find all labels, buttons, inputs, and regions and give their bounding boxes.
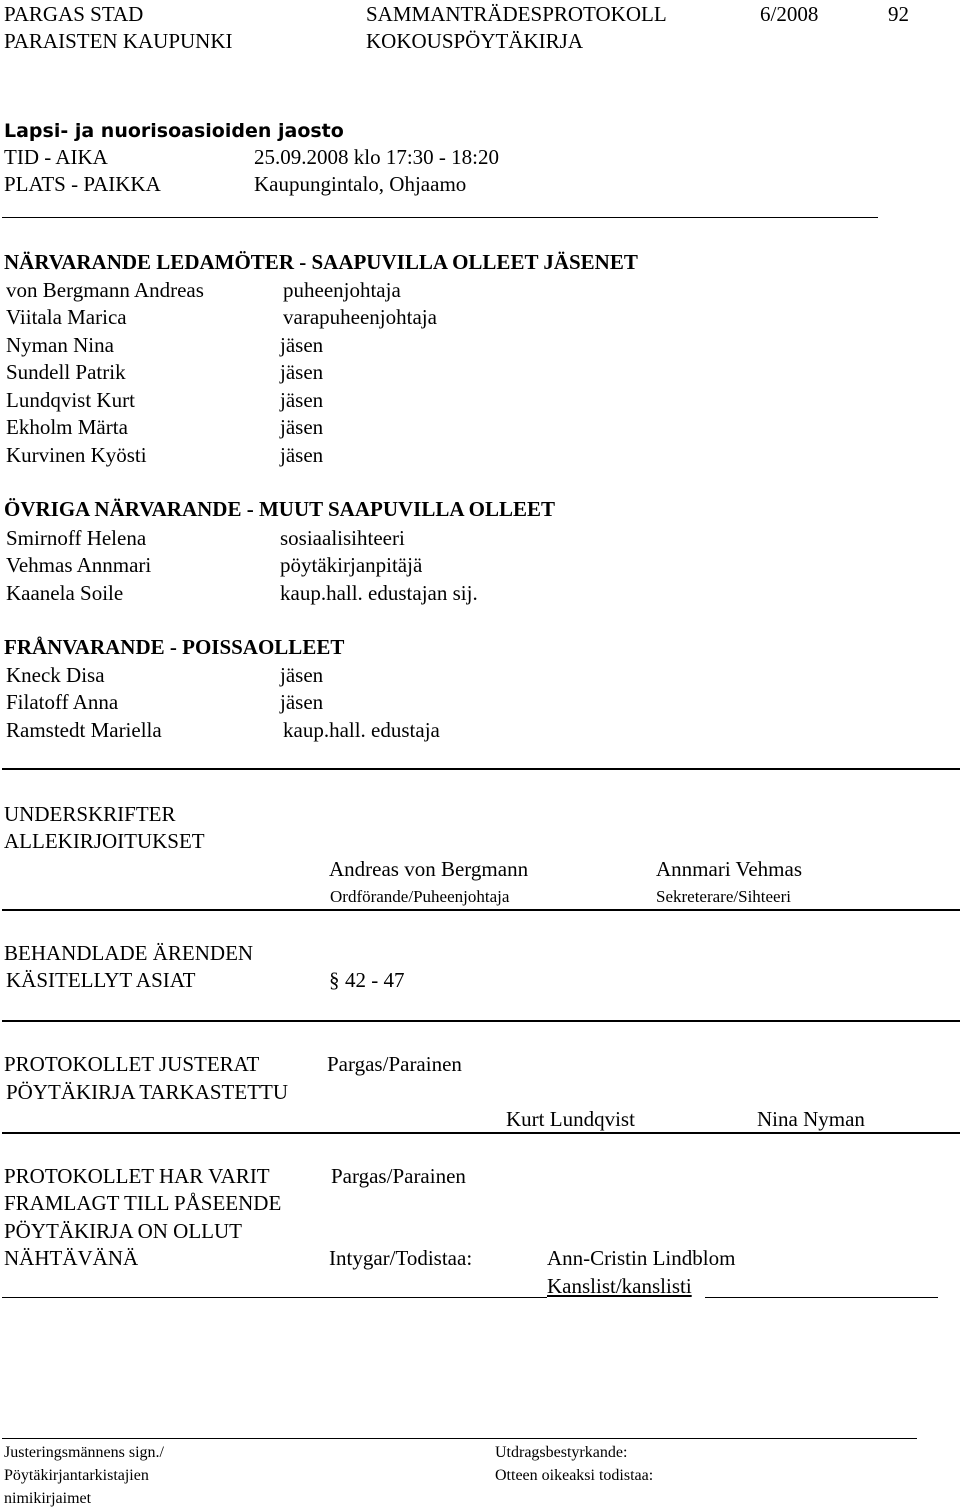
checker-1-name: Kurt Lundqvist (506, 1107, 635, 1131)
time-label: TID - AIKA (4, 145, 108, 169)
protocol-number: 6/2008 (760, 2, 819, 26)
committee-name: Lapsi- ja nuorisoasioiden jaosto (4, 120, 344, 142)
divider (2, 1297, 547, 1298)
displayed-label-2: FRAMLAGT TILL PÅSEENDE (4, 1191, 282, 1215)
absentee-role: jäsen (280, 663, 324, 687)
member-role: jäsen (280, 415, 324, 439)
member-name: Nyman Nina (6, 333, 114, 357)
divider (705, 1297, 938, 1298)
present-members-heading: NÄRVARANDE LEDAMÖTER - SAAPUVILLA OLLEET JÄSENET (4, 250, 638, 274)
checked-place: Pargas/Parainen (327, 1052, 462, 1076)
displayed-label-4: NÄHTÄVÄNÄ (4, 1246, 139, 1270)
member-role: puheenjohtaja (283, 278, 401, 302)
signatures-label-sv: UNDERSKRIFTER (4, 802, 176, 826)
items-range: 42 - 47 (345, 968, 405, 992)
place-value: Kaupungintalo, Ohjaamo (254, 172, 467, 196)
attendee-name: Vehmas Annmari (6, 553, 152, 577)
footer-certification-label-2: Otteen oikeaksi todistaa: (495, 1467, 654, 1484)
footer-initials-label-3: nimikirjaimet (4, 1490, 92, 1507)
divider (2, 1020, 960, 1022)
footer-certification-label-1: Utdragsbestyrkande: (495, 1444, 628, 1461)
checked-label-fi: PÖYTÄKIRJA TARKASTETTU (6, 1080, 289, 1104)
chair-name: Andreas von Bergmann (329, 857, 529, 881)
member-name: Viitala Marica (6, 305, 127, 329)
page-number: 92 (888, 2, 909, 26)
checker-2-name: Nina Nyman (757, 1107, 865, 1131)
member-name: Lundqvist Kurt (6, 388, 135, 412)
org-name-fi: PARAISTEN KAUPUNKI (4, 29, 233, 53)
checked-label-sv: PROTOKOLLET JUSTERAT (4, 1052, 260, 1076)
absentee-role: kaup.hall. edustaja (283, 718, 440, 742)
divider (2, 909, 960, 911)
member-role: varapuheenjohtaja (283, 305, 437, 329)
secretary-title: Sekreterare/Sihteeri (656, 887, 791, 906)
place-label: PLATS - PAIKKA (4, 172, 161, 196)
signatures-label-fi: ALLEKIRJOITUKSET (4, 829, 205, 853)
doc-type-fi: KOKOUSPÖYTÄKIRJA (366, 29, 584, 53)
absentee-role: jäsen (280, 690, 324, 714)
footer-divider (2, 1438, 917, 1439)
absent-heading: FRÅNVARANDE - POISSAOLLEET (4, 635, 345, 659)
member-name: von Bergmann Andreas (6, 278, 204, 302)
section-sign-icon: § (329, 968, 340, 992)
divider (2, 1132, 960, 1134)
absentee-name: Kneck Disa (6, 663, 105, 687)
member-role: jäsen (280, 388, 324, 412)
displayed-label-3: PÖYTÄKIRJA ON OLLUT (4, 1219, 242, 1243)
attendee-name: Kaanela Soile (6, 581, 124, 605)
footer-initials-label-1: Justeringsmännens sign./ (4, 1444, 164, 1461)
attendee-role: sosiaalisihteeri (280, 526, 405, 550)
doc-type-sv: SAMMANTRÄDESPROTOKOLL (366, 2, 667, 26)
attendee-role: pöytäkirjanpitäjä (280, 553, 423, 577)
member-role: jäsen (280, 360, 324, 384)
attest-label: Intygar/Todistaa: (329, 1246, 473, 1270)
member-name: Kurvinen Kyösti (6, 443, 147, 467)
time-value: 25.09.2008 klo 17:30 - 18:20 (254, 145, 499, 169)
items-label-fi: KÄSITELLYT ASIAT (6, 968, 196, 992)
member-role: jäsen (280, 443, 324, 467)
absentee-name: Filatoff Anna (6, 690, 119, 714)
others-present-heading: ÖVRIGA NÄRVARANDE - MUUT SAAPUVILLA OLLEET (4, 497, 555, 521)
chair-title: Ordförande/Puheenjohtaja (330, 887, 510, 906)
member-name: Ekholm Märta (6, 415, 128, 439)
displayed-label-1: PROTOKOLLET HAR VARIT (4, 1164, 270, 1188)
member-name: Sundell Patrik (6, 360, 126, 384)
absentee-name: Ramstedt Mariella (6, 718, 162, 742)
divider (2, 217, 878, 218)
attendee-role: kaup.hall. edustajan sij. (280, 581, 478, 605)
attester-title: Kanslist/kanslisti (547, 1274, 692, 1298)
divider (2, 768, 960, 770)
member-role: jäsen (280, 333, 324, 357)
items-label-sv: BEHANDLADE ÄRENDEN (4, 941, 254, 965)
displayed-place: Pargas/Parainen (331, 1164, 466, 1188)
footer-initials-label-2: Pöytäkirjantarkistajien (4, 1467, 149, 1484)
attendee-name: Smirnoff Helena (6, 526, 147, 550)
org-name-sv: PARGAS STAD (4, 2, 144, 26)
secretary-name: Annmari Vehmas (656, 857, 803, 881)
attester-name: Ann-Cristin Lindblom (547, 1246, 736, 1270)
